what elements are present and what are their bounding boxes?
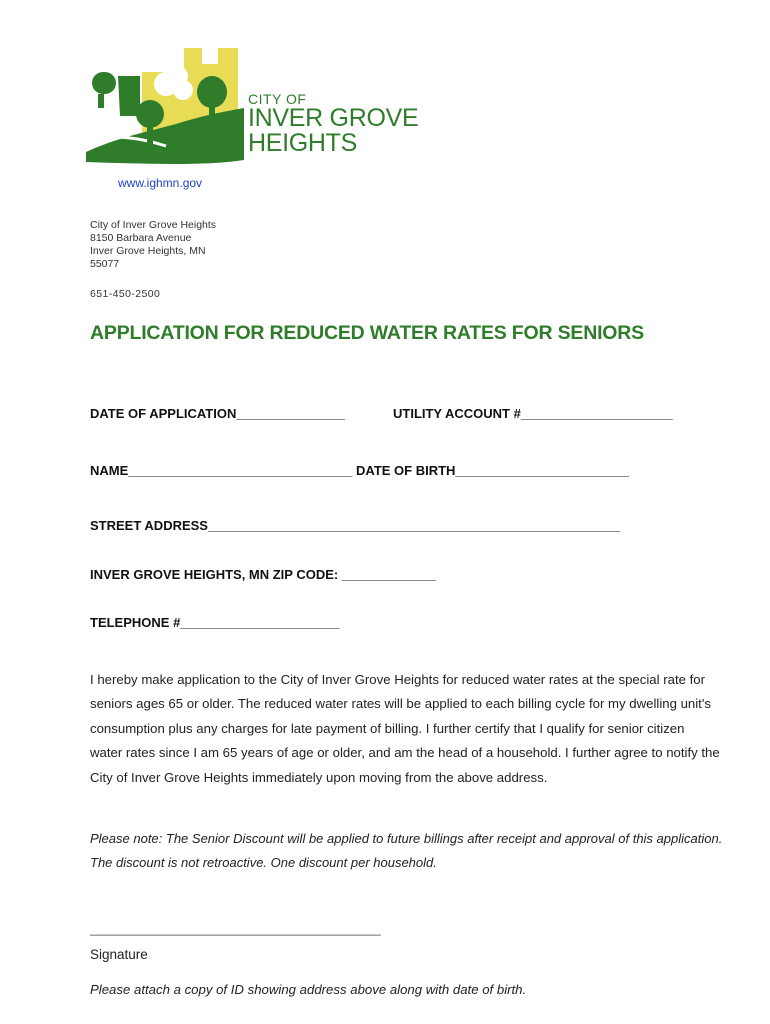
form-title: APPLICATION FOR REDUCED WATER RATES FOR SENIORS — [90, 322, 644, 344]
street-address-field[interactable]: STREET ADDRESS_________________________________________________________ — [90, 518, 621, 533]
wordmark-city-of: CITY OF — [248, 91, 307, 107]
city-phone: 651-450-2500 — [90, 288, 161, 300]
website-link[interactable]: www.ighmn.gov — [118, 176, 203, 190]
city-address — [90, 219, 216, 271]
signature-line[interactable]: _______________________________________________ — [90, 922, 381, 936]
address-line: Inver Grove Heights, MN — [90, 245, 206, 257]
date-of-application-field[interactable]: DATE OF APPLICATION_______________ — [90, 406, 345, 421]
name-and-dob-field[interactable]: NAME_______________________________ DATE OF BIRTH________________________ — [90, 463, 629, 478]
city-zip-field[interactable]: INVER GROVE HEIGHTS, MN ZIP CODE: _____________ — [90, 567, 436, 582]
address-line: City of Inver Grove Heights — [90, 219, 217, 231]
signature-label: Signature — [90, 947, 148, 962]
utility-account-field[interactable]: UTILITY ACCOUNT #_____________________ — [393, 406, 673, 421]
wordmark-line1: INVER GROVE — [248, 104, 419, 132]
wordmark-line2: HEIGHTS — [248, 129, 358, 157]
address-line: 8150 Barbara Avenue — [90, 232, 192, 244]
city-logo-icon — [86, 42, 246, 166]
attach-id-instruction: Please attach a copy of ID showing address above along with date of birth. — [90, 982, 527, 997]
telephone-field[interactable]: TELEPHONE #______________________ — [90, 615, 340, 630]
address-line: 55077 — [90, 258, 120, 270]
certification-paragraph: I hereby make application to the City of Inver Grove Heights for reduced water rates at the special rate for seniors ages 65 or older. The reduced water rates will be applied to each billing cycle for my dwelling unit's consumption plus any charges for late payment of billing. I further certify that I qualify for senior citizen water rates since I am 65 years of age or older, and am the head of a household. I further agree to notify the City of Inver Grove Heights immediately upon moving from the above address. — [90, 672, 720, 785]
city-wordmark — [248, 92, 418, 156]
discount-note: Please note: The Senior Discount will be applied to future billings after receipt and approval of this application. The discount is not retroactive. One discount per household. — [90, 831, 723, 871]
